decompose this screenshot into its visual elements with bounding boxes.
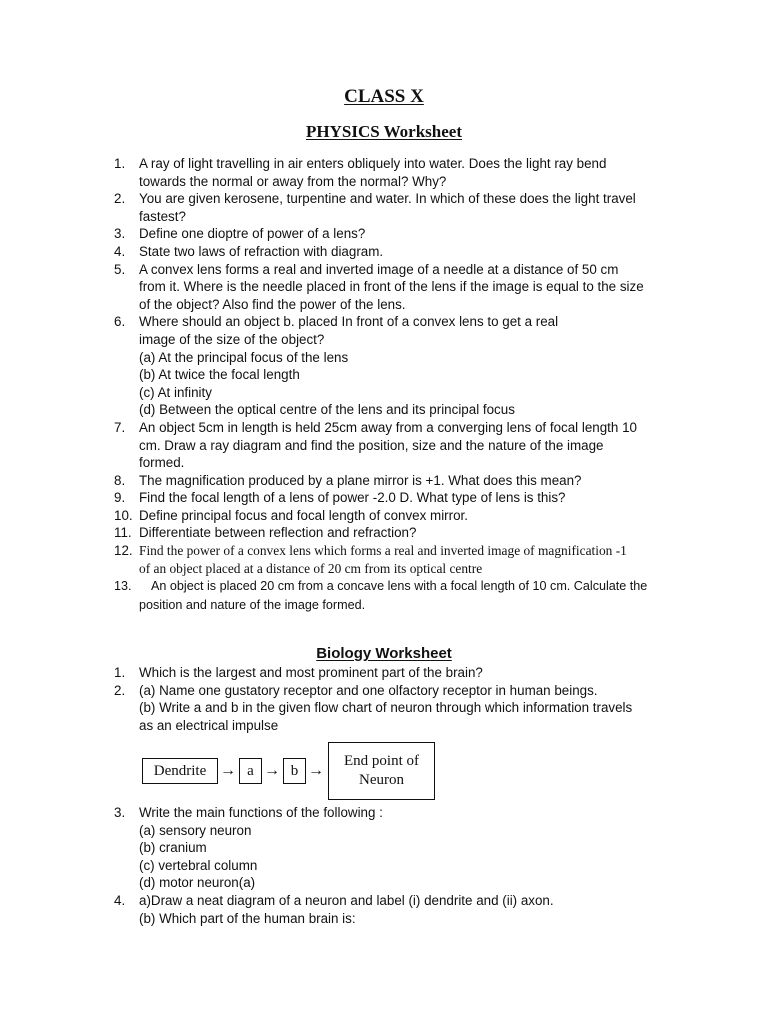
physics-question-2 (114, 190, 684, 225)
option-c: (c) At infinity (139, 384, 212, 400)
question-line: Where should an object b. placed In front of a convex lens to get a real (139, 314, 559, 330)
option-a: (a) At the principal focus of the lens (139, 349, 349, 365)
question-number: 2. (114, 191, 126, 207)
question-line: A convex lens forms a real and inverted image of a needle at a distance of 50 cm (139, 261, 619, 277)
physics-question-1 (114, 155, 684, 190)
physics-question-3 (114, 225, 684, 243)
question-line: towards the normal or away from the normal? Why? (139, 173, 447, 189)
physics-question-7 (114, 419, 684, 472)
physics-question-4 (114, 243, 684, 261)
question-line: a)Draw a neat diagram of a neuron and label (i) dendrite and (ii) axon. (139, 892, 554, 908)
neuron-label: Neuron (359, 772, 404, 788)
question-line: You are given kerosene, turpentine and water. In which of these does the light travel (139, 191, 636, 207)
flow-arrow: → (220, 762, 236, 779)
question-line: An object 5cm in length is held 25cm away from a converging lens of focal length 10 (139, 419, 637, 435)
question-line: fastest? (139, 208, 186, 224)
question-number: 8. (114, 472, 126, 488)
option-b: (b) cranium (139, 840, 207, 856)
dendrite-box: Dendrite (142, 758, 218, 784)
option-b: (b) At twice the focal length (139, 367, 300, 383)
question-number: 1. (114, 665, 126, 680)
physics-worksheet-title: PHYSICS Worksheet (305, 122, 462, 141)
question-number: 11. (114, 525, 132, 541)
question-number: 4. (114, 892, 126, 908)
question-line: Find the focal length of a lens of power -2.0 D. What type of lens is this? (139, 490, 566, 506)
question-number: 1. (114, 156, 126, 171)
question-number: 7. (114, 419, 126, 435)
end-point-box (328, 742, 435, 800)
question-line: of the object? Also find the power of the lens. (139, 296, 406, 312)
biology-question-list (114, 664, 684, 734)
question-line: A ray of light travelling in air enters obliquely into water. Does the light ray bend (139, 156, 607, 171)
question-line: formed. (139, 455, 185, 471)
biology-question-3 (114, 804, 684, 892)
question-line: Define principal focus and focal length of convex mirror. (139, 507, 468, 523)
physics-question-13 (114, 577, 684, 614)
flow-box-a: a (239, 758, 262, 784)
biology-question-4 (114, 892, 684, 927)
question-line: The magnification produced by a plane mirror is +1. What does this mean? (139, 472, 582, 488)
question-line: (b) Write a and b in the given flow chart of neuron through which information travels (139, 700, 633, 716)
question-line: Define one dioptre of power of a lens? (139, 226, 366, 242)
question-line: Write the main functions of the following : (139, 805, 383, 820)
question-number: 5. (114, 261, 126, 277)
question-number: 9. (114, 490, 126, 506)
physics-question-6 (114, 313, 684, 419)
physics-question-list (114, 155, 684, 614)
question-line: of an object placed at a distance of 20 cm from its optical centre (139, 560, 483, 576)
question-number: 3. (114, 805, 126, 820)
question-number: 2. (114, 682, 126, 698)
biology-question-list-continued (114, 804, 684, 927)
question-line: image of the size of the object? (139, 331, 325, 347)
option-d: (d) motor neuron(a) (139, 875, 256, 891)
physics-question-8 (114, 472, 684, 490)
physics-question-11 (114, 524, 684, 542)
question-number: 10. (114, 507, 133, 523)
physics-question-5 (114, 261, 684, 314)
physics-question-10 (114, 507, 684, 525)
option-d: (d) Between the optical centre of the lens and its principal focus (139, 402, 515, 418)
physics-question-9 (114, 489, 684, 507)
question-line: (a) Name one gustatory receptor and one olfactory receptor in human beings. (139, 682, 598, 698)
question-number: 4. (114, 243, 126, 259)
question-number: 13. (114, 579, 132, 594)
question-line: State two laws of refraction with diagram. (139, 243, 384, 259)
biology-question-2 (114, 682, 684, 735)
flow-arrow: → (308, 762, 324, 779)
question-line: Differentiate between reflection and refraction? (139, 525, 417, 541)
question-line: from it. Where is the needle placed in front of the lens if the image is equal to the size (139, 279, 644, 295)
flow-box-b: b (283, 758, 306, 784)
biology-question-1 (114, 664, 684, 682)
question-line: An object is placed 20 cm from a concave lens with a focal length of 10 cm. Calculate the (151, 579, 648, 594)
question-line: Which is the largest and most prominent part of the brain? (139, 665, 483, 680)
physics-question-12 (114, 542, 684, 577)
class-title: CLASS X (344, 86, 424, 107)
question-line: position and nature of the image formed. (139, 597, 366, 612)
flow-arrow: → (264, 762, 280, 779)
question-line: as an electrical impulse (139, 717, 279, 733)
neuron-flow-chart (142, 742, 462, 800)
question-number: 12. (114, 543, 133, 559)
question-line: Find the power of a convex lens which forms a real and inverted image of magnification -1 (139, 543, 627, 559)
question-number: 6. (114, 314, 126, 330)
option-a: (a) sensory neuron (139, 822, 252, 838)
option-c: (c) vertebral column (139, 857, 258, 873)
question-line: (b) Which part of the human brain is: (139, 910, 356, 926)
end-point-label: End point of (344, 753, 419, 769)
question-line: cm. Draw a ray diagram and find the position, size and the nature of the image (139, 437, 604, 453)
question-number: 3. (114, 226, 126, 242)
biology-worksheet-title: Biology Worksheet (316, 645, 452, 662)
